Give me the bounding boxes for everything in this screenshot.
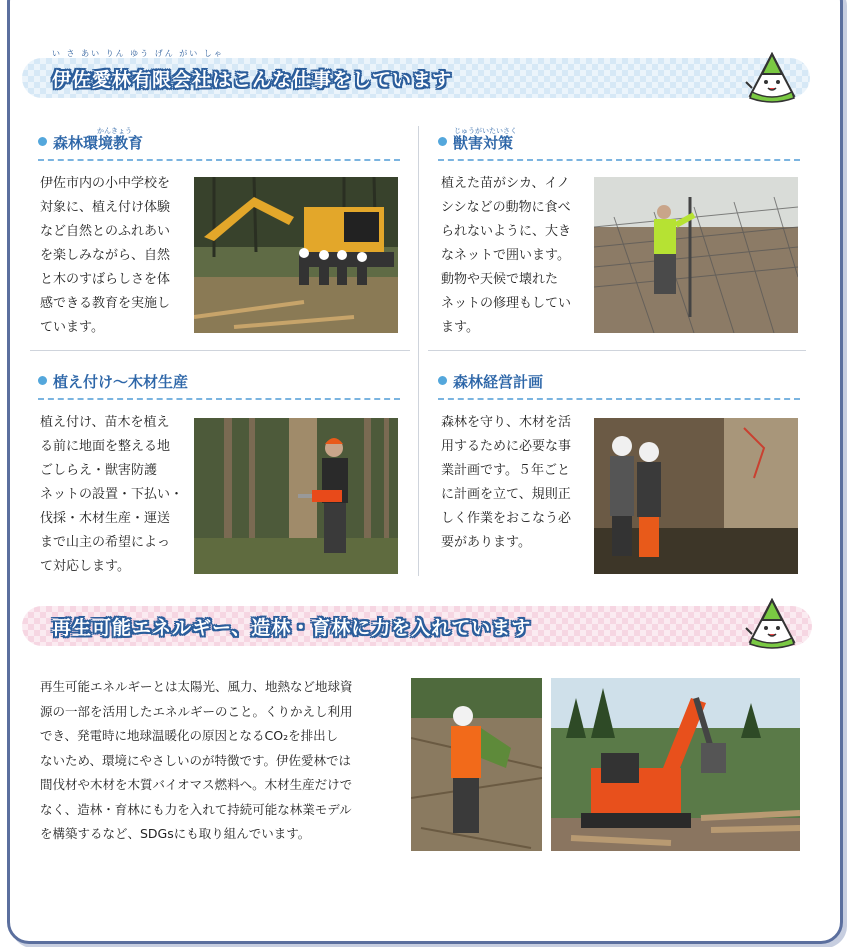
text-line: と木のすばらしさを体	[40, 272, 171, 287]
mascot-icon	[742, 52, 802, 106]
section-title-text: 獣害対策	[453, 134, 514, 152]
text-line: シシなどの動物に食べ	[441, 200, 571, 215]
text-line: 森林を守り、木材を活	[441, 415, 572, 430]
dashed-rule	[438, 159, 800, 161]
text-line: ネットの設置・下払い・	[40, 487, 184, 502]
text-line: 業計画です。５年ごと	[441, 463, 570, 478]
text-line: ごしらえ・獣害防護	[40, 463, 158, 478]
section-ruby: かんきょう	[97, 127, 132, 135]
text-line: など自然とのふれあい	[40, 224, 171, 239]
photo-survey-workers	[594, 418, 798, 574]
top-banner	[22, 49, 810, 98]
text-line: ネットの修理もしてい	[441, 296, 572, 311]
mascot-icon	[742, 598, 802, 652]
bullet-icon	[438, 376, 447, 385]
bottom-body	[40, 675, 400, 847]
photo-forestry-machine	[551, 678, 800, 851]
section-title-animal-damage	[438, 132, 513, 153]
text-line: 伐採・木材生産・運送	[40, 511, 171, 526]
text-line: 感できる教育を実施し	[40, 296, 171, 311]
bullet-icon	[438, 137, 447, 146]
text-line: を楽しみながら、自然	[40, 248, 171, 263]
dashed-rule	[438, 398, 800, 400]
photo-chainsaw-worker	[194, 418, 398, 574]
text-line: 再生可能エネルギーとは太陽光、風力、地熱など地球資	[40, 679, 353, 694]
text-line: ます。	[441, 320, 479, 335]
section-title-forest-management	[438, 371, 543, 392]
photo-excavator	[194, 177, 398, 333]
text-line: に計画を立て、規則正	[441, 487, 571, 502]
photo-fence-worker	[594, 177, 798, 333]
section-title-planting-timber	[38, 371, 188, 392]
bullet-icon	[38, 137, 47, 146]
section-title-text: 森林環境教育	[53, 134, 144, 152]
text-line: 植えた苗がシカ、イノ	[441, 176, 570, 191]
text-line: ないため、環境にやさしいのが特徴です。伊佐愛林では	[40, 752, 352, 768]
bullet-icon	[38, 376, 47, 385]
banner-title-bottom: 再生可能エネルギー、造林・育林に力を入れています	[52, 617, 532, 639]
text-line: られないように、大き	[441, 224, 572, 239]
text-line: 植え付け、苗木を植え	[40, 415, 170, 430]
text-line: しく作業をおこなう必	[441, 511, 572, 526]
text-line: を構築するなど、SDGsにも取り組んでいます。	[40, 826, 311, 841]
text-line: なネットで囲います。	[441, 248, 570, 263]
section-title-forest-education	[38, 132, 143, 153]
section-title-text: 植え付け〜木材生産	[53, 373, 189, 391]
banner-furigana: い さ あい りん ゆう げん がい しゃ	[52, 49, 224, 58]
text-line: ています。	[40, 320, 104, 335]
column-divider	[418, 126, 419, 576]
text-line: 間伐材や木材を木質バイオマス燃料へ。木材生産だけで	[40, 777, 353, 792]
dashed-rule	[38, 398, 400, 400]
text-line: 用するために必要な事	[441, 439, 572, 454]
bottom-banner	[22, 606, 812, 646]
section-body-4	[441, 411, 591, 555]
section-title-text: 森林経営計画	[453, 373, 544, 391]
text-line: 要があります。	[441, 535, 531, 550]
row-divider-left	[30, 350, 410, 351]
dashed-rule	[38, 159, 400, 161]
photo-planting-worker	[411, 678, 542, 851]
text-line: でき、発電時に地球温暖化の原因となるCO₂を排出し	[40, 728, 339, 743]
text-line: 対象に、植え付け体験	[40, 200, 171, 215]
row-divider-right	[428, 350, 806, 351]
text-line: 源の一部を活用したエネルギーのこと。くりかえし利用	[40, 703, 353, 719]
text-line: 伊佐市内の小中学校を	[40, 176, 171, 191]
text-line: なく、造林・育林にも力を入れて持続可能な林業モデル	[40, 801, 352, 817]
section-body-1	[40, 172, 190, 340]
section-body-2	[441, 172, 591, 340]
text-line: まで山主の希望によっ	[40, 535, 171, 550]
banner-title-top: 伊佐愛林有限会社はこんな仕事をしています	[52, 69, 453, 91]
section-ruby: じゅうがいたいさく	[454, 127, 517, 135]
section-body-3	[40, 411, 190, 579]
text-line: て対応します。	[40, 559, 130, 574]
text-line: 動物や天候で壊れた	[441, 272, 559, 287]
text-line: る前に地面を整える地	[40, 439, 171, 454]
